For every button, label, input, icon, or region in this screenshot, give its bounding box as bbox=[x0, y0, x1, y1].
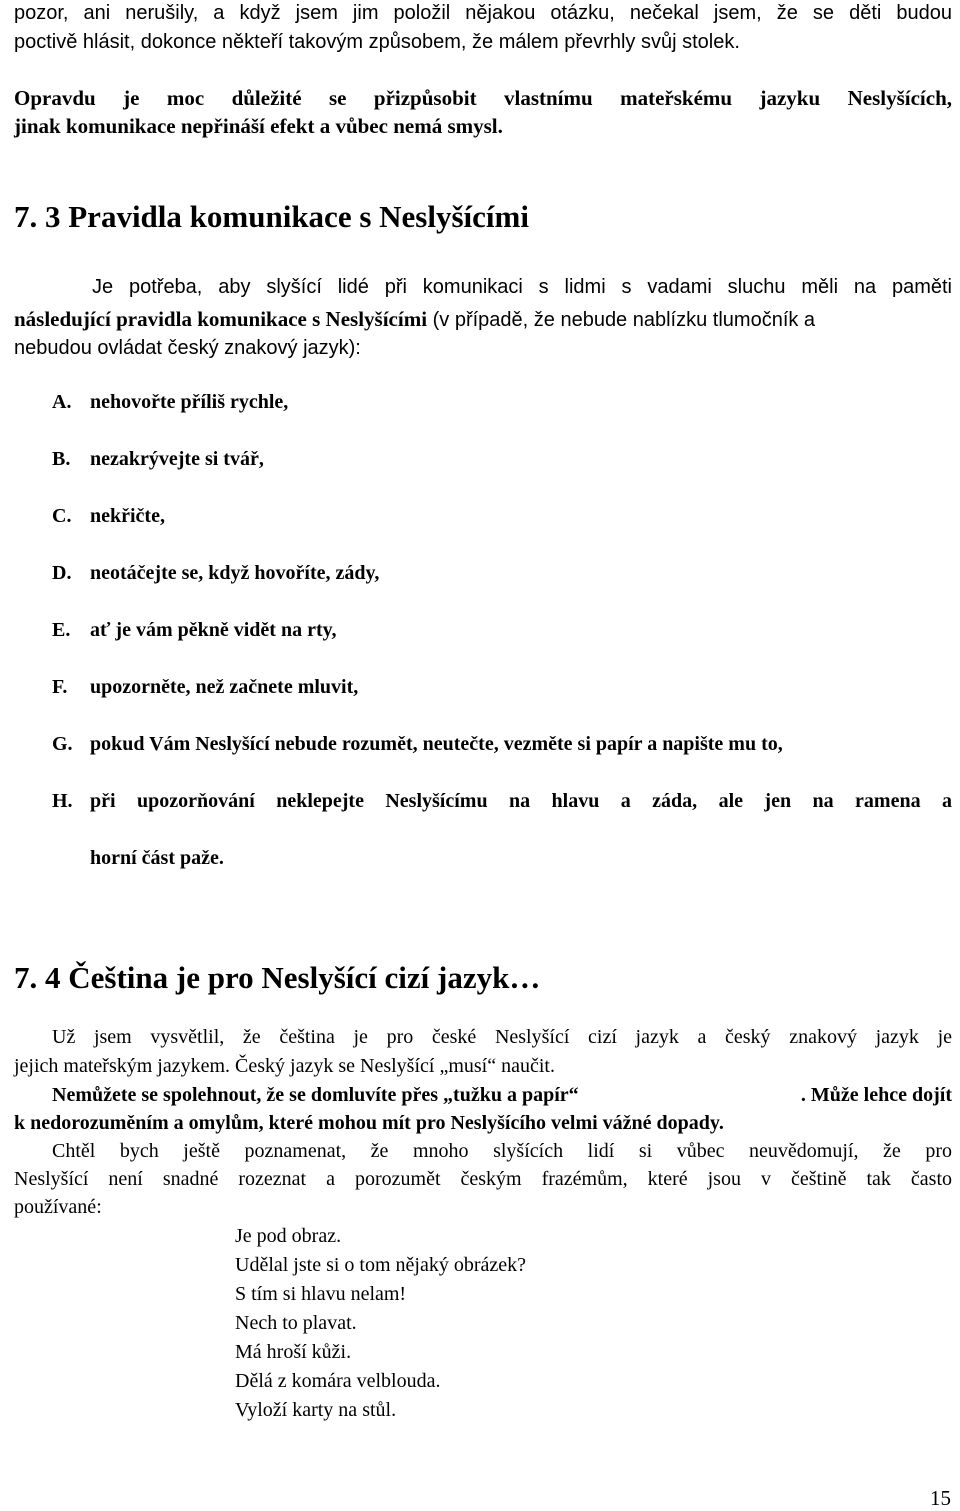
page-number: 15 bbox=[930, 1486, 951, 1510]
para-line-2-rest: (v případě, že nebude nablízku tlumočník a bbox=[427, 309, 816, 331]
rule-text: nezakrývejte si tvář, bbox=[90, 448, 264, 470]
rule-item bbox=[52, 733, 783, 756]
section-7-4-p2-line-1: Chtěl bych ještě poznamenat, že mnoho slyšících lidí si vůbec neuvědomují, že pro bbox=[52, 1140, 952, 1162]
rule-item bbox=[52, 448, 264, 471]
rule-letter: A. bbox=[52, 391, 72, 413]
intro-line-2: poctivě hlásit, dokonce někteří takovým způsobem, že málem převrhly svůj stolek. bbox=[14, 31, 740, 53]
section-7-4-bold-line-2: k nedorozuměním a omylům, které mohou mít pro Neslyšícího velmi vážné dopady. bbox=[14, 1112, 724, 1134]
section-7-3-para-line-1: Je potřeba, aby slyšící lidé při komunikaci s lidmi s vadami sluchu měli na paměti bbox=[92, 276, 952, 298]
idiom-item: Vyloží karty na stůl. bbox=[235, 1399, 397, 1421]
rule-text: ať je vám pěkně vidět na rty, bbox=[90, 619, 337, 641]
rule-letter: G. bbox=[52, 733, 73, 755]
intro-line-1: pozor, ani nerušily, a když jsem jim položil nějakou otázku, nečekal jsem, že se děti budou bbox=[14, 2, 952, 24]
section-7-4-p2-line-3: používané: bbox=[14, 1196, 102, 1218]
rule-item bbox=[52, 391, 288, 414]
bold-warning-a: Nemůžete se spolehnout, že se domluvíte přes „tužku a papír“ bbox=[52, 1084, 579, 1106]
section-7-4-p1-line-1: Už jsem vysvětlil, že čeština je pro české Neslyšící cizí jazyk a český znakový jazyk je bbox=[52, 1026, 952, 1048]
rule-text: při upozorňování neklepejte Neslyšícímu na hlavu a záda, ale jen na ramena a bbox=[90, 790, 952, 812]
rule-text: pokud Vám Neslyšící nebude rozumět, neutečte, vezměte si papír a napište mu to, bbox=[90, 733, 783, 755]
rule-item bbox=[52, 790, 952, 813]
rule-item bbox=[52, 505, 165, 528]
rule-h-continuation: horní část paže. bbox=[90, 847, 224, 869]
bold-warning-b: . Může lehce dojít bbox=[800, 1084, 952, 1106]
rule-text: nekřičte, bbox=[90, 505, 165, 527]
idiom-item: S tím si hlavu nelam! bbox=[235, 1283, 407, 1305]
para-bold-rules: následující pravidla komunikace s Neslyšícími bbox=[14, 307, 428, 331]
rule-letter: F. bbox=[52, 676, 68, 698]
rule-text: nehovořte příliš rychle, bbox=[90, 391, 289, 413]
rule-text: upozorněte, než začnete mluvit, bbox=[90, 676, 359, 698]
intro-bold-line-1: Opravdu je moc důležité se přizpůsobit vlastnímu mateřskému jazyku Neslyšících, bbox=[14, 86, 952, 110]
idiom-item: Dělá z komára velblouda. bbox=[235, 1370, 441, 1392]
rule-letter: H. bbox=[52, 790, 73, 812]
section-7-3-para-line-3: nebudou ovládat český znakový jazyk): bbox=[14, 337, 361, 359]
intro-bold-line-2: jinak komunikace nepřináší efekt a vůbec nemá smysl. bbox=[14, 114, 503, 138]
rule-item bbox=[52, 676, 358, 699]
section-7-3-para-line-2 bbox=[14, 307, 815, 332]
rule-letter: B. bbox=[52, 448, 71, 470]
rule-letter: D. bbox=[52, 562, 72, 584]
rule-item bbox=[52, 562, 379, 585]
idiom-item: Nech to plavat. bbox=[235, 1312, 357, 1334]
idiom-item: Je pod obraz. bbox=[235, 1225, 342, 1247]
rule-letter: E. bbox=[52, 619, 71, 641]
rule-text: neotáčejte se, když hovoříte, zády, bbox=[90, 562, 380, 584]
rule-item bbox=[52, 619, 337, 642]
section-heading-7-4: 7. 4 Čeština je pro Neslyšící cizí jazyk… bbox=[14, 960, 541, 995]
rule-letter: C. bbox=[52, 505, 72, 527]
section-heading-7-3: 7. 3 Pravidla komunikace s Neslyšícími bbox=[14, 199, 529, 234]
section-7-4-bold-line-1 bbox=[52, 1084, 952, 1107]
idiom-item: Má hroší kůži. bbox=[235, 1341, 352, 1363]
section-7-4-p1-line-2: jejich mateřským jazykem. Český jazyk se Neslyšící „musí“ naučit. bbox=[14, 1055, 555, 1077]
section-7-4-p2-line-2: Neslyšící není snadné rozeznat a porozumět českým frazémům, které jsou v češtině tak často bbox=[14, 1168, 952, 1190]
idiom-item: Udělal jste si o tom nějaký obrázek? bbox=[235, 1254, 527, 1276]
